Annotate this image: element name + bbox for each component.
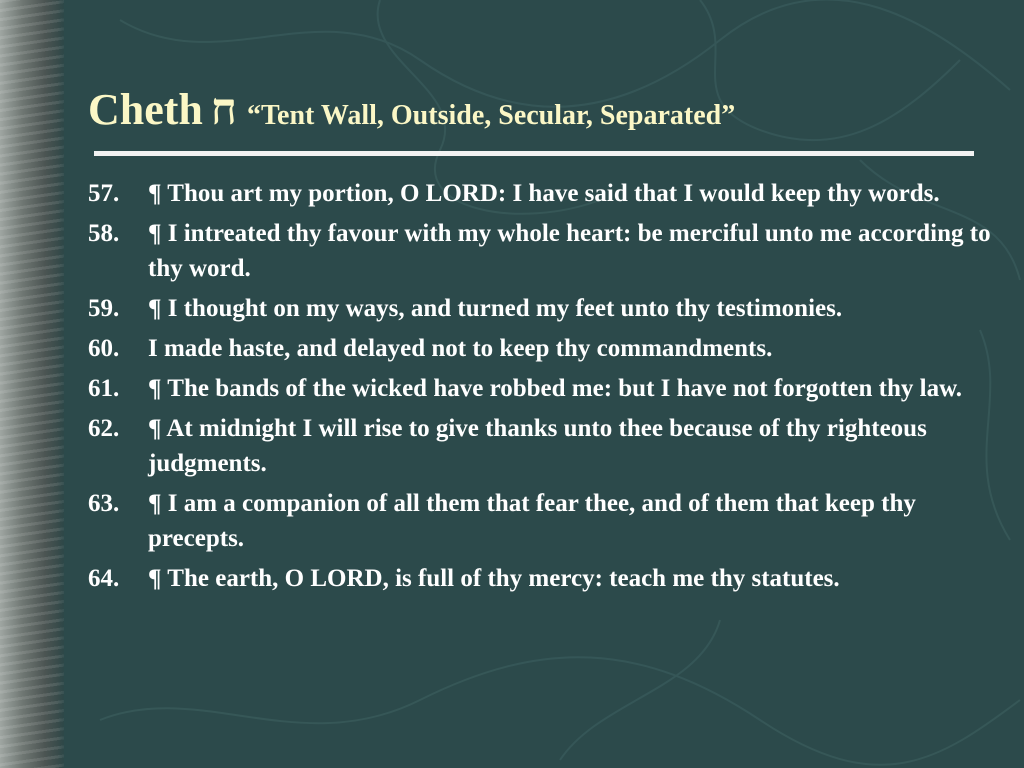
verse-number: 58. [88,220,120,247]
verse-item [88,561,993,596]
decorative-side-strip [0,0,64,768]
verse-text: I made haste, and delayed not to keep thy commandments. [148,335,773,362]
verse-item [88,411,993,481]
verse-text: ¶ I thought on my ways, and turned my feet unto thy testimonies. [148,295,843,322]
verse-number: 57. [88,180,120,207]
verse-number: 63. [88,490,120,517]
verse-text: ¶ Thou art my portion, O LORD: I have said that I would keep thy words. [148,180,940,207]
verse-number: 61. [88,375,120,402]
title-divider [94,151,974,156]
verse-text: ¶ I intreated thy favour with my whole heart: be merciful unto me according to thy word. [148,220,991,282]
verse-number: 59. [88,295,120,322]
slide-title [88,84,735,135]
verse-text: ¶ At midnight I will rise to give thanks unto thee because of thy righteous judgments. [148,415,927,477]
verse-number: 62. [88,415,120,442]
verse-text: ¶ The bands of the wicked have robbed me: but I have not forgotten thy law. [148,375,963,402]
verse-list [88,176,993,601]
verse-text: ¶ The earth, O LORD, is full of thy mercy: teach me thy statutes. [148,565,840,592]
verse-item [88,291,993,326]
verse-item [88,371,993,406]
verse-number: 60. [88,335,120,362]
verse-number: 64. [88,565,120,592]
hebrew-letter-cheth: ח [210,85,237,134]
verse-item [88,486,993,556]
verse-text: ¶ I am a companion of all them that fear thee, and of them that keep thy precepts. [148,490,916,552]
verse-item [88,216,993,286]
verse-item [88,331,993,366]
verse-item [88,176,993,211]
title-subtitle: “Tent Wall, Outside, Secular, Separated” [246,100,736,131]
title-main: Cheth [88,85,203,134]
